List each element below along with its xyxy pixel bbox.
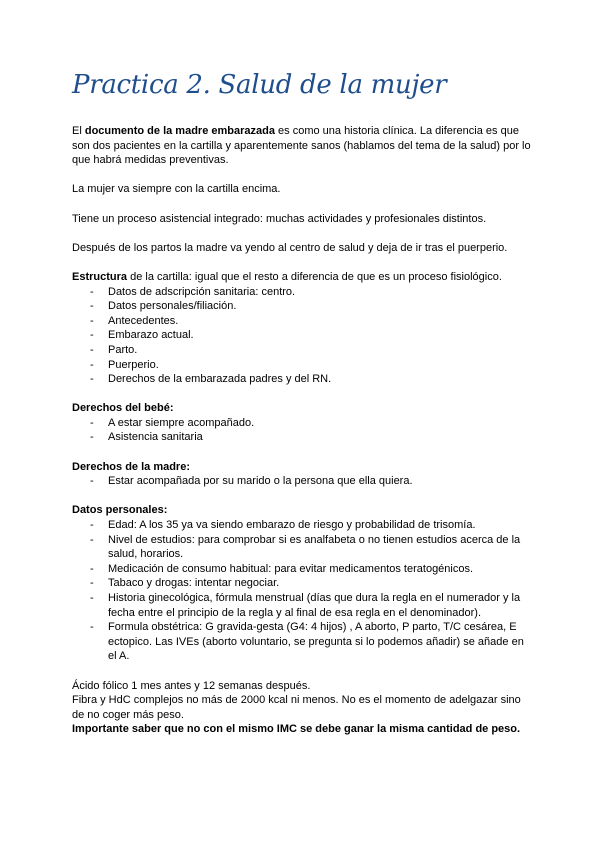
derechos-bebe-heading: Derechos del bebé: (72, 402, 174, 415)
list-item: - Formula obstétrica: G gravida-gesta (G4: 4 hijos) , A aborto, P parto, T/C cesárea, E ectopico. Las IVEs (aborto voluntario, se pregunta si lo podemos añadir) se añade en el A. (90, 621, 524, 663)
derechos-bebe-list (72, 416, 532, 445)
list-item: - A estar siempre acompañado. (90, 416, 255, 429)
derechos-madre-list (72, 474, 532, 489)
intro-paragraph: El documento de la madre embarazada es como una historia clínica. La diferencia es que son dos pacientes en la cartilla y aparentemente sanos (hablamos del tema de la salud) por lo que habrá medidas preventivas. (72, 125, 531, 167)
list-item: - Derechos de la embarazada padres y del RN. (90, 373, 332, 386)
estructura-list (72, 285, 532, 387)
list-item: - Antecedentes. (90, 314, 179, 327)
list-item: - Estar acompañada por su marido o la persona que ella quiera. (90, 475, 413, 488)
list-item: - Puerperio. (90, 358, 159, 371)
list-item: - Asistencia sanitaria (90, 431, 203, 444)
partos-paragraph: Después de los partos la madre va yendo al centro de salud y deja de ir tras el puerperio. (72, 241, 508, 254)
intro-bold: documento de la madre embarazada (84, 125, 275, 137)
list-item: - Tabaco y drogas: intentar negociar. (90, 577, 280, 590)
list-item: - Datos personales/filiación. (90, 300, 237, 313)
document-body (72, 124, 532, 737)
fibra-line: Fibra y HdC complejos no más de 2000 kcal ni menos. No es el momento de adelgazar sino de no coger más peso. (72, 694, 521, 721)
page-title: Practica 2. Salud de la mujer (72, 70, 447, 100)
derechos-madre-heading: Derechos de la madre: (72, 460, 190, 473)
list-item: - Historia ginecológica, fórmula menstrual (días que dura la regla en el numerador y la fecha entre el principio de la regla y al final de esa regla en el denominador). (90, 592, 521, 619)
imc-line: Importante saber que no con el mismo IMC se debe ganar la misma cantidad de peso. (72, 723, 521, 736)
list-item: - Nivel de estudios: para comprobar si es analfabeta o no tienen estudios acerca de la salud, horarios. (90, 533, 521, 561)
datos-personales-list (72, 518, 532, 664)
datos-personales-heading: Datos personales: (72, 504, 168, 517)
list-item: - Parto. (90, 343, 138, 356)
list-item: - Edad: A los 35 ya va siendo embarazo de riesgo y probabilidad de trisomía. (90, 519, 476, 532)
proceso-paragraph: Tiene un proceso asistencial integrado: muchas actividades y profesionales distintos. (72, 212, 487, 225)
list-item: - Datos de adscripción sanitaria: centro. (90, 285, 296, 298)
folico-line: Ácido fólico 1 mes antes y 12 semanas después. (72, 679, 311, 692)
cartilla-paragraph: La mujer va siempre con la cartilla encima. (72, 183, 281, 196)
list-item: - Embarazo actual. (90, 329, 194, 342)
estructura-paragraph: Estructura de la cartilla: igual que el resto a diferencia de que es un proceso fisiológico. (72, 270, 502, 283)
list-item: - Medicación de consumo habitual: para evitar medicamentos teratogénicos. (90, 562, 474, 575)
